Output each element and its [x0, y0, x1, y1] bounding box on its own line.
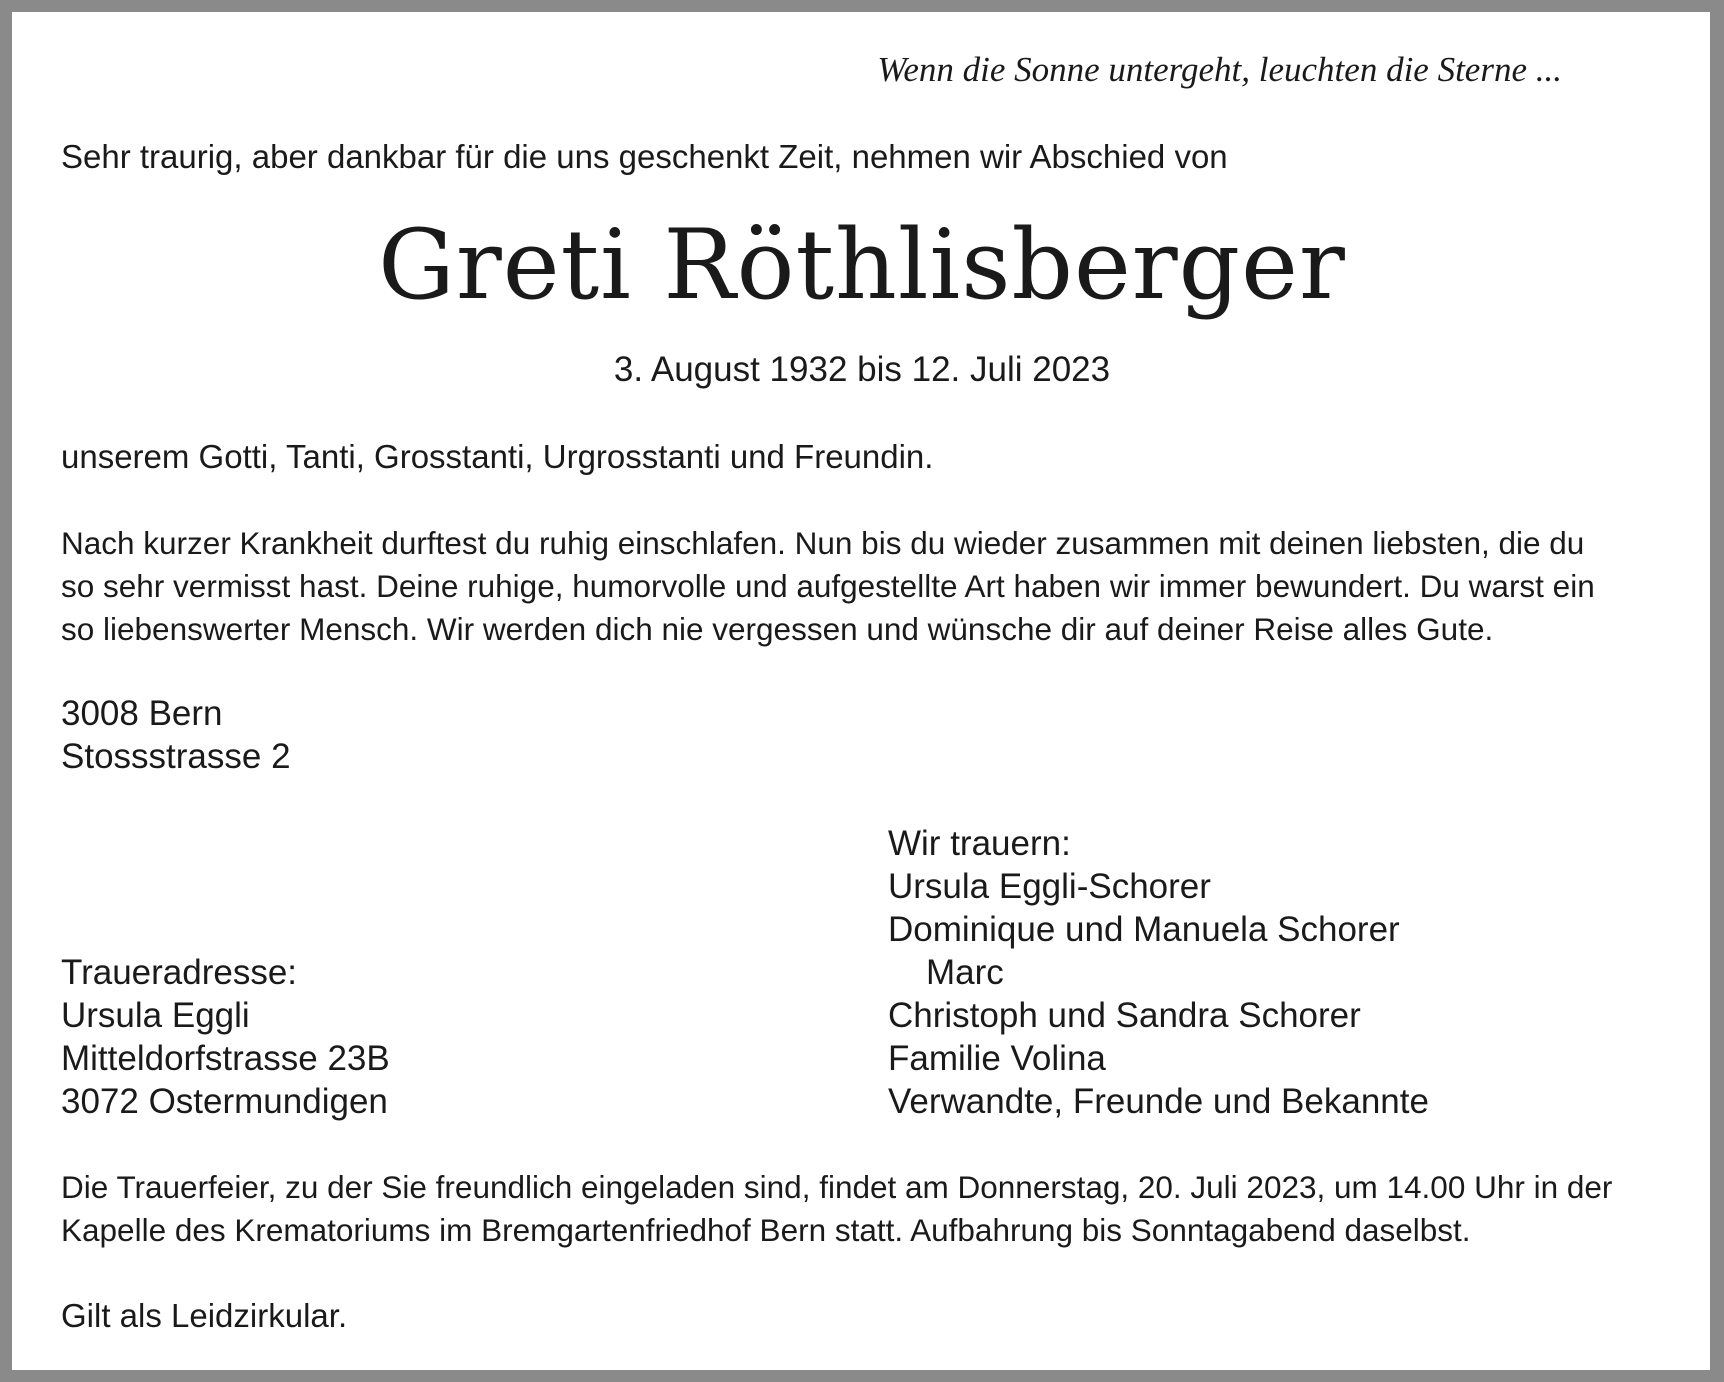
message-paragraph	[61, 522, 1681, 651]
message-line: so liebenswerter Mensch. Wir werden dich nie vergessen und wünsche dir auf deiner Reise alles Gute.	[61, 611, 1494, 647]
relations-text: unserem Gotti, Tanti, Grosstanti, Urgrosstanti und Freundin.	[61, 438, 934, 475]
mourner-name: Familie Volina	[888, 1039, 1106, 1078]
mourners-list	[888, 822, 1429, 1123]
mourning-address-line: Mitteldorfstrasse 23B	[61, 1039, 390, 1078]
mourning-address	[61, 951, 390, 1123]
message-line: so sehr vermisst hast. Deine ruhige, humorvolle und aufgestellte Art haben wir immer bewundert. Du warst ein	[61, 568, 1595, 604]
service-line: Kapelle des Krematoriums im Bremgartenfriedhof Bern statt. Aufbahrung bis Sonntagabend daselbst.	[61, 1212, 1471, 1248]
life-dates: 3. August 1932 bis 12. Juli 2023	[613, 350, 1111, 389]
mourning-address-line: Ursula Eggli	[61, 996, 250, 1035]
mourner-name: Christoph und Sandra Schorer	[888, 996, 1361, 1035]
motto: Wenn die Sonne untergeht, leuchten die Sterne ...	[877, 50, 1562, 89]
service-line: Die Trauerfeier, zu der Sie freundlich eingeladen sind, findet am Donnerstag, 20. Juli 2023, um 14.00 Uhr in der	[61, 1169, 1613, 1205]
mourning-address-heading: Traueradresse:	[61, 953, 298, 992]
mourning-address-line: 3072 Ostermundigen	[61, 1082, 388, 1121]
mourner-name: Dominique und Manuela Schorer	[888, 910, 1400, 949]
intro-text: Sehr traurig, aber dankbar für die uns geschenkt Zeit, nehmen wir Abschied von	[61, 138, 1228, 175]
residence-line: Stossstrasse 2	[61, 737, 291, 776]
closing-text: Gilt als Leidzirkular.	[61, 1297, 348, 1334]
service-paragraph	[61, 1166, 1681, 1252]
mourners-heading: Wir trauern:	[888, 824, 1071, 863]
deceased-name: Greti Röthlisberger	[378, 209, 1346, 321]
mourner-name: Marc	[926, 953, 1004, 992]
mourner-name: Ursula Eggli-Schorer	[888, 867, 1211, 906]
residence-address	[61, 692, 291, 778]
residence-line: 3008 Bern	[61, 694, 223, 733]
message-line: Nach kurzer Krankheit durftest du ruhig einschlafen. Nun bis du wieder zusammen mit deinen liebsten, die du	[61, 525, 1585, 561]
mourner-name: Verwandte, Freunde und Bekannte	[888, 1082, 1429, 1121]
